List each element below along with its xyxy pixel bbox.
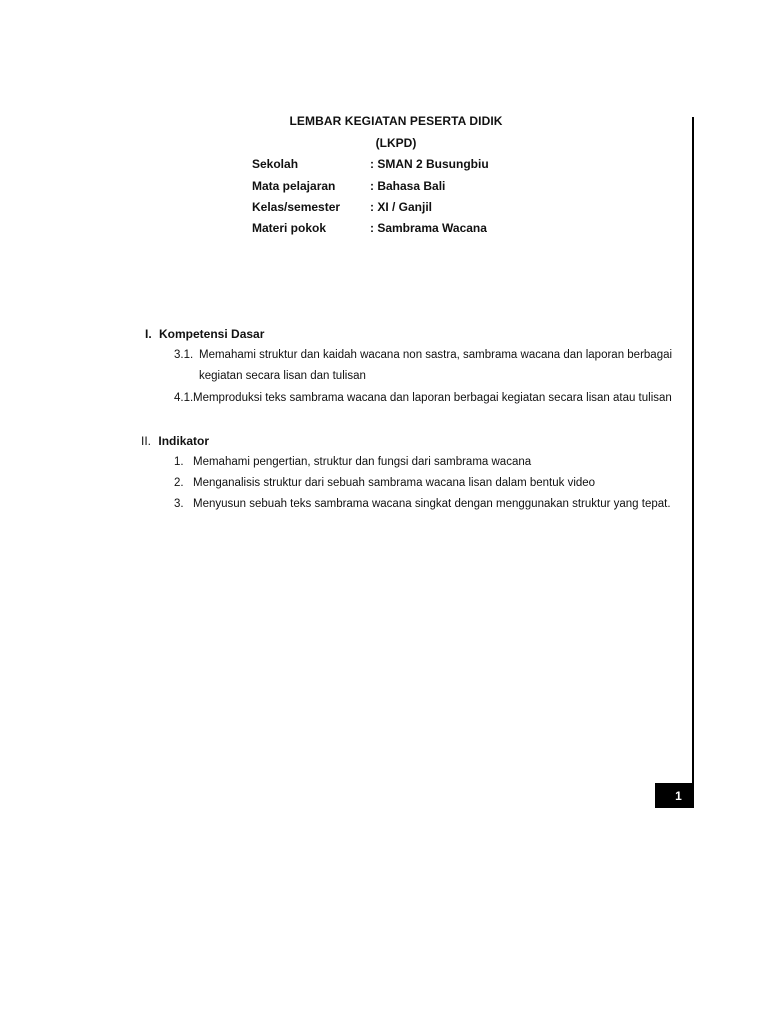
page-border-rule [692,117,694,783]
info-value: : Bahasa Bali [370,179,446,193]
info-label: Kelas/semester [252,200,341,214]
kd-number: 3.1. [174,349,194,361]
page-subtitle: (LKPD) [375,136,417,150]
indikator-number: 3. [174,498,184,510]
kd-number: 4.1. [174,392,194,404]
section-title: Indikator [158,434,210,448]
indikator-number: 2. [174,477,184,489]
info-label: Sekolah [252,157,299,171]
info-label: Mata pelajaran [252,179,336,193]
page-number: 1 [655,783,694,808]
kd-text-line: kegiatan secara lisan dan tulisan [199,370,366,382]
section-heading-kompetensi [145,327,264,341]
section-heading-indikator [141,434,209,448]
indikator-number: 1. [174,456,184,468]
section-numeral: I. [145,327,152,341]
info-label: Materi pokok [252,221,327,235]
section-title: Kompetensi Dasar [159,327,265,341]
info-value: : SMAN 2 Busungbiu [370,157,489,171]
kd-text-line: Memproduksi teks sambrama wacana dan laporan berbagai kegiatan secara lisan atau tulisan [193,392,672,404]
indikator-text: Menyusun sebuah teks sambrama wacana singkat dengan menggunakan struktur yang tepat. [193,498,671,510]
indikator-text: Memahami pengertian, struktur dan fungsi dari sambrama wacana [193,456,532,468]
info-value: : Sambrama Wacana [370,221,487,235]
page-title: LEMBAR KEGIATAN PESERTA DIDIK [289,114,503,128]
indikator-text: Menganalisis struktur dari sebuah sambrama wacana lisan dalam bentuk video [193,477,596,489]
section-numeral: II. [141,434,152,448]
kd-text-line: Memahami struktur dan kaidah wacana non sastra, sambrama wacana dan laporan berbagai [199,349,673,361]
info-value: : XI / Ganjil [370,200,433,214]
